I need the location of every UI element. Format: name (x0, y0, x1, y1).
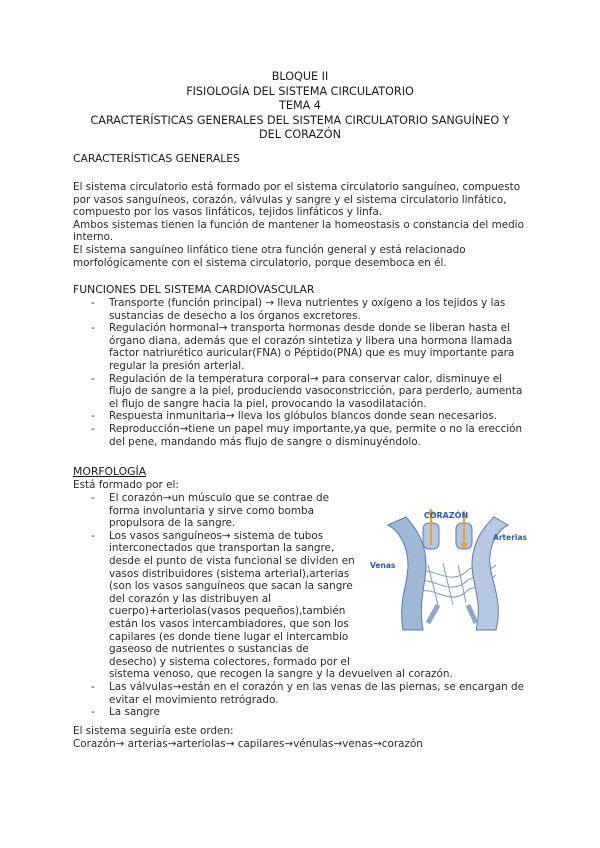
circulation-diagram (368, 505, 528, 635)
bullet-dash: - (91, 410, 95, 423)
morfologia-intro: Está formado por el: (73, 479, 179, 491)
text-line: vasos distribuidores (sistema arterial),arterias (109, 567, 350, 580)
list-item (73, 373, 533, 411)
text-line: El sistema circulatorio está formado por el sistema circulatorio sanguíneo, compuesto (73, 181, 521, 193)
text-line: del pene, mandando más flujo de sangre o disminuyéndolo. (109, 435, 421, 448)
list-item (73, 322, 533, 372)
flow-arrow-bottom (468, 605, 476, 623)
text-line: capilares (es donde tiene lugar el intercambio (109, 630, 349, 643)
text-line: por vasos sanguíneos, corazón, válvulas y sangre y el sistema circulatorio linfático, (73, 193, 507, 206)
order-sequence: Corazón→ arterias→arteriolas→ capilares→vénulas→venas→corazón (73, 738, 423, 750)
text-line: Transporte (función principal) → lleva nutrientes y oxígeno a los tejidos y las (109, 297, 506, 309)
title-corazon: DEL CORAZÓN (259, 128, 341, 142)
text-line: Los vasos sanguíneos→ sistema de tubos (109, 529, 324, 542)
text-line: gaseoso de nutrientes o sustancias de (109, 643, 309, 656)
list-item (73, 706, 533, 719)
text-line: sustancias de desecho a los órganos excretores. (109, 309, 361, 322)
bullet-dash: - (91, 492, 95, 504)
text-line: regular la presión arterial. (109, 359, 245, 372)
text-line: factor natriurético auricular(FNA) o Péptido(PNA) que es muy importante para (109, 347, 515, 360)
text-line: cuerpo)+arteriolas(vasos pequeños),también (109, 605, 346, 618)
text-line: forma involuntaria y sirve como bomba (109, 504, 314, 517)
title-bloque: BLOQUE II (271, 70, 329, 83)
text-line: el flujo de sangre hacia la piel, provocando la vasodilatación. (109, 397, 427, 410)
title-tema: TEMA 4 (279, 99, 321, 113)
bullet-dash: - (91, 322, 95, 335)
label-venas: Venas (370, 561, 396, 570)
text-line: propulsora de la sangre. (109, 517, 236, 530)
section-heading-funciones: FUNCIONES DEL SISTEMA CARDIOVASCULAR (73, 283, 315, 296)
text-line: del corazón y las distribuyen al (109, 592, 272, 605)
title-fisiologia: FISIOLOGÍA DEL SISTEMA CIRCULATORIO (186, 84, 414, 98)
text-line: Regulación hormonal→ transporta hormonas desde donde se liberan hasta el (109, 322, 510, 335)
text-line: (son los vasos sanguíneos que sacan la sangre (109, 580, 353, 593)
title-block (60, 70, 540, 143)
funciones-list (73, 297, 533, 448)
text-line: Regulación de la temperatura corporal→ para conservar calor, disminuye el (109, 372, 503, 385)
text-line: morfológicamente con el sistema circulatorio, porque desemboca en él. (73, 256, 447, 269)
bullet-dash: - (91, 422, 95, 435)
order-intro: El sistema seguiría este orden: (73, 725, 234, 737)
list-item (73, 297, 533, 322)
flow-arrow-bottom (428, 605, 438, 623)
text-line: La sangre (109, 706, 160, 719)
bullet-dash: - (91, 529, 95, 542)
text-line: Reproducción→tiene un papel muy importante,ya que, permite o no la erección (109, 422, 523, 435)
title-caracteristicas: CARACTERÍSTICAS GENERALES DEL SISTEMA CIRCULATORIO SANGUÍNEO Y (90, 113, 510, 127)
bullet-dash: - (91, 372, 95, 385)
label-corazon: CORAZÓN (423, 511, 469, 520)
list-item (73, 423, 533, 448)
bullet-dash: - (91, 680, 95, 693)
bullet-dash: - (91, 297, 95, 309)
text-line: desecho) y sistema colectores, formado por el (109, 655, 350, 668)
list-item (73, 681, 533, 706)
text-line: Respuesta inmunitaria→ lleva los glóbulos blancos donde sean necesarios. (109, 410, 498, 423)
text-line: compuesto por los vasos linfáticos, tejidos linfáticos y linfa. (73, 206, 383, 219)
caracteristicas-paragraph (73, 181, 524, 269)
section-heading-morfologia: MORFOLOGÍA (73, 465, 147, 478)
bullet-dash: - (91, 706, 95, 719)
label-arterias: Arterias (493, 533, 527, 542)
text-line: flujo de sangre a la piel, produciendo vasoconstricción, para perderlo, aumenta (109, 385, 523, 398)
text-line: órgano diana, además que el corazón sintetiza y libera una hormona llamada (109, 334, 513, 347)
vein-shape (388, 517, 426, 630)
text-line: Ambos sistemas tienen la función de mantener la homeostasis o constancia del medio (73, 218, 524, 231)
text-line: Las válvulas→están en el corazón y en las venas de las piernas, se encargan de (109, 680, 525, 693)
text-line: interno. (73, 231, 114, 244)
text-line: sistema venoso, que recogen la sangre y la devuelven al corazón. (109, 668, 453, 681)
text-line: evitar el movimiento retrógrado. (109, 693, 279, 706)
text-line: interconectados que transportan la sangre, (109, 542, 335, 555)
text-line: desde el punto de vista funcional se dividen en (109, 554, 355, 567)
text-line: El corazón→un músculo que se contrae de (109, 492, 330, 504)
section-heading-caracteristicas: CARACTERÍSTICAS GENERALES (73, 152, 240, 165)
text-line: están los vasos intercambiadores, que son los (109, 617, 349, 630)
circulation-illustration (368, 505, 528, 635)
list-item (73, 410, 533, 423)
text-line: El sistema sanguíneo linfático tiene otra función general y está relacionado (73, 243, 466, 256)
